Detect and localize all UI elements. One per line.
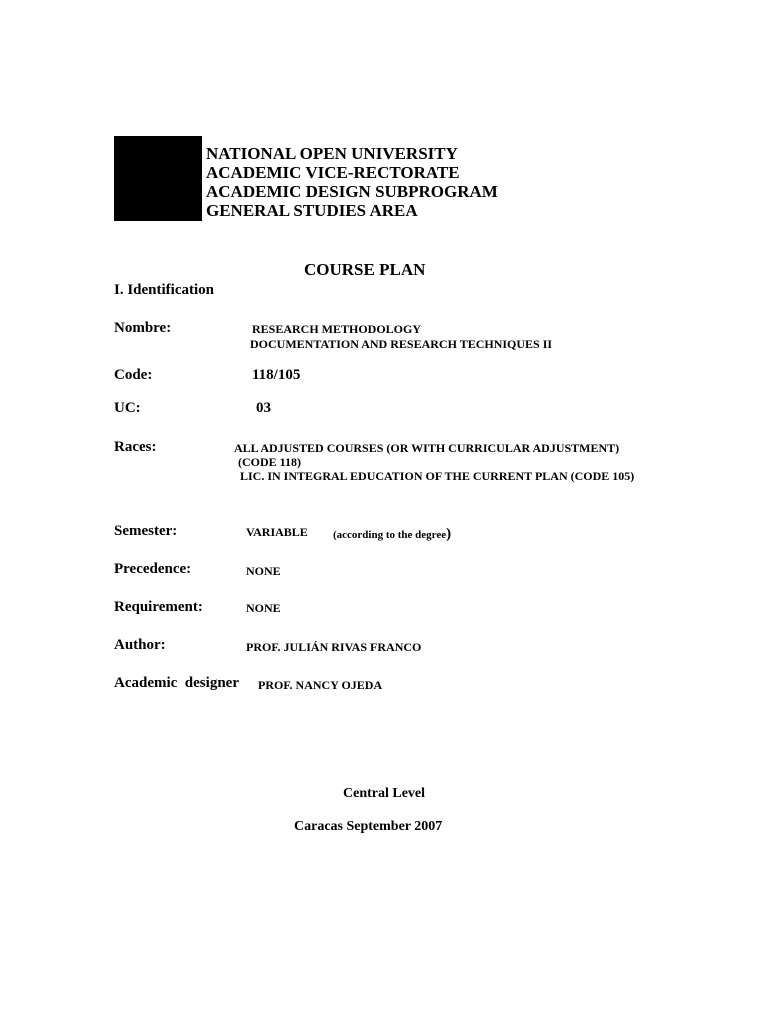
precedence-value: NONE <box>246 564 281 578</box>
nombre-label: Nombre: <box>114 320 172 336</box>
semester-value: VARIABLE <box>246 525 308 539</box>
races-label: Races: <box>114 439 157 455</box>
footer-place-date: Caracas September 2007 <box>294 819 443 834</box>
precedence-label: Precedence: <box>114 561 192 577</box>
requirement-label: Requirement: <box>114 599 203 615</box>
designer-value: PROF. NANCY OJEDA <box>258 678 383 692</box>
nombre-value-line-1: RESEARCH METHODOLOGY <box>252 322 422 336</box>
nombre-value-line-2: DOCUMENTATION AND RESEARCH TECHNIQUES II <box>250 337 553 351</box>
header-line-vice-rectorate: ACADEMIC VICE-RECTORATE <box>206 163 460 182</box>
semester-note-text: (according to the degree <box>333 529 447 541</box>
code-label: Code: <box>114 367 153 383</box>
header-line-subprogram: ACADEMIC DESIGN SUBPROGRAM <box>206 182 498 201</box>
code-value: 118/105 <box>252 367 301 383</box>
uc-label: UC: <box>114 400 141 416</box>
university-logo <box>114 136 202 221</box>
semester-note-close: ) <box>446 526 452 542</box>
races-value-line-3: LIC. IN INTEGRAL EDUCATION OF THE CURRENT PLAN (CODE 105) <box>240 469 635 483</box>
designer-label: Academic designer <box>114 675 239 691</box>
races-value-line-1: ALL ADJUSTED COURSES (OR WITH CURRICULAR ADJUSTMENT) <box>234 441 620 455</box>
page-title: COURSE PLAN <box>304 260 426 279</box>
uc-value: 03 <box>256 400 271 416</box>
races-value-line-2: (CODE 118) <box>238 455 301 469</box>
header-line-area: GENERAL STUDIES AREA <box>206 201 418 220</box>
requirement-value: NONE <box>246 601 281 615</box>
section-heading: I. Identification <box>114 282 215 298</box>
semester-label: Semester: <box>114 523 178 539</box>
author-label: Author: <box>114 637 166 653</box>
header-line-university: NATIONAL OPEN UNIVERSITY <box>206 144 458 163</box>
semester-note <box>333 526 451 543</box>
author-value: PROF. JULIÁN RIVAS FRANCO <box>246 640 422 654</box>
footer-level: Central Level <box>343 786 426 801</box>
